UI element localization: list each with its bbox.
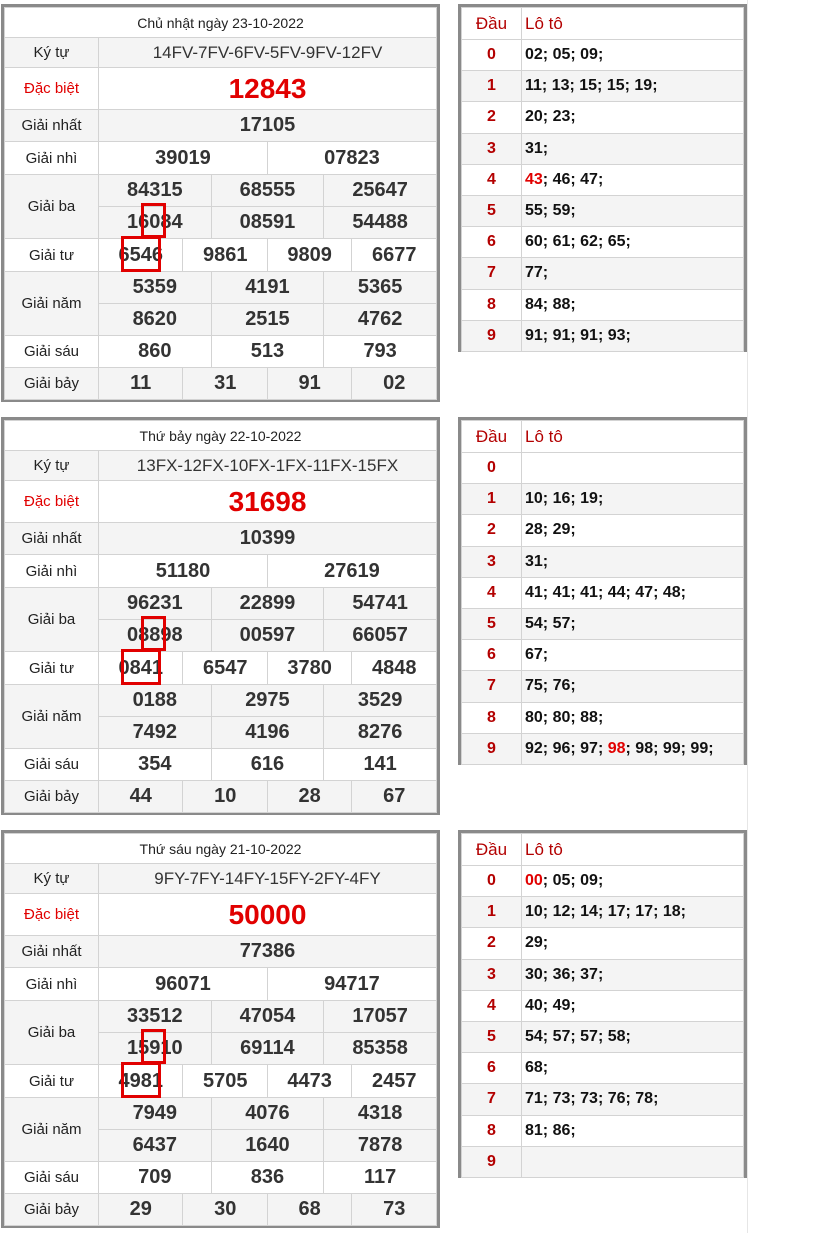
label-giai-nhi: Giải nhì xyxy=(5,142,99,175)
label-giai-ba: Giải ba xyxy=(5,175,99,239)
loto-row xyxy=(462,1146,744,1177)
sixth-prize-number: 860 xyxy=(99,336,212,368)
label-giai-nam: Giải năm xyxy=(5,1098,99,1162)
fifth-prize-number: 7492 xyxy=(99,717,212,749)
third-prize-number: 47054 xyxy=(211,1001,324,1033)
loto-row xyxy=(462,897,744,928)
loto-row xyxy=(462,484,744,515)
seventh-prize-number: 68 xyxy=(267,1194,351,1226)
loto-row xyxy=(462,671,744,702)
label-giai-sau: Giải sáu xyxy=(5,749,99,781)
dau-digit: 2 xyxy=(462,928,522,959)
label-giai-bay: Giải bảy xyxy=(5,1194,99,1226)
loto-row xyxy=(462,320,744,351)
loto-row xyxy=(462,990,744,1021)
dau-digit: 8 xyxy=(462,289,522,320)
dau-digit: 5 xyxy=(462,1021,522,1052)
seventh-prize-number: 11 xyxy=(99,368,183,400)
fourth-prize-number: 9809 xyxy=(267,239,351,272)
dau-digit: 2 xyxy=(462,515,522,546)
loto-numbers xyxy=(522,702,744,733)
loto-numbers xyxy=(522,227,744,258)
label-giai-nhi: Giải nhì xyxy=(5,968,99,1001)
seventh-prize-number: 29 xyxy=(99,1194,183,1226)
loto-row xyxy=(462,959,744,990)
dau-digit: 3 xyxy=(462,959,522,990)
third-prize-number: 22899 xyxy=(211,588,324,620)
loto-numbers xyxy=(522,102,744,133)
dau-digit: 5 xyxy=(462,195,522,226)
dau-digit: 0 xyxy=(462,453,522,484)
loto-row xyxy=(462,1053,744,1084)
third-prize-number: 85358 xyxy=(324,1033,437,1065)
fourth-prize-number: 6546 xyxy=(99,239,183,272)
fourth-prize-number: 6547 xyxy=(183,652,267,685)
loto-row xyxy=(462,102,744,133)
seventh-prize-number: 73 xyxy=(352,1194,437,1226)
fourth-prize-number: 0841 xyxy=(99,652,183,685)
loto-numbers xyxy=(522,897,744,928)
dau-digit: 4 xyxy=(462,577,522,608)
dau-digit: 6 xyxy=(462,640,522,671)
dau-digit: 1 xyxy=(462,71,522,102)
fifth-prize-number: 0188 xyxy=(99,685,212,717)
fifth-prize-number: 4762 xyxy=(324,304,437,336)
fourth-prize-number: 6677 xyxy=(352,239,437,272)
label-giai-tu: Giải tư xyxy=(5,239,99,272)
fourth-prize-number: 5705 xyxy=(183,1065,267,1098)
ky-tu-value: 14FV-7FV-6FV-5FV-9FV-12FV xyxy=(99,38,437,68)
loto-numbers xyxy=(522,546,744,577)
result-table xyxy=(1,4,440,402)
fourth-prize-number: 9861 xyxy=(183,239,267,272)
dau-digit: 4 xyxy=(462,990,522,1021)
seventh-prize-number: 31 xyxy=(183,368,267,400)
loto-number-text: 77; xyxy=(525,264,549,282)
loto-number-text: 31; xyxy=(525,552,549,570)
fourth-prize-number: 2457 xyxy=(352,1065,437,1098)
first-prize-number: 17105 xyxy=(99,110,437,142)
loto-number-text: 67; xyxy=(525,646,549,664)
loto-number-text: 02; 05; 09; xyxy=(525,46,604,64)
highlight-box xyxy=(121,649,161,685)
loto-numbers xyxy=(522,928,744,959)
fourth-prize-number: 4473 xyxy=(267,1065,351,1098)
loto-row xyxy=(462,164,744,195)
second-prize-number: 07823 xyxy=(267,142,436,175)
loto-number-text: 28; 29; xyxy=(525,521,576,539)
special-prize-number: 50000 xyxy=(99,894,437,936)
loto-row xyxy=(462,1084,744,1115)
fifth-prize-number: 5359 xyxy=(99,272,212,304)
loto-number-text: ; 05; 09; xyxy=(542,872,604,890)
dau-digit: 7 xyxy=(462,1084,522,1115)
third-prize-number: 15910 xyxy=(99,1033,212,1065)
loto-number-text: ; 98; 99; 99; xyxy=(625,739,714,757)
seventh-prize-number: 28 xyxy=(267,781,351,813)
loto-number-text: 55; 59; xyxy=(525,202,576,220)
second-prize-number: 51180 xyxy=(99,555,268,588)
third-prize-number: 33512 xyxy=(99,1001,212,1033)
highlight-box xyxy=(121,1062,161,1098)
loto-number-text: 68; xyxy=(525,1059,549,1077)
loto-row xyxy=(462,40,744,71)
loto-numbers xyxy=(522,608,744,639)
sixth-prize-number: 793 xyxy=(324,336,437,368)
loto-number-text: 60; 61; 62; 65; xyxy=(525,233,631,251)
highlight-box xyxy=(121,236,161,272)
loto-numbers xyxy=(522,515,744,546)
dau-digit: 2 xyxy=(462,102,522,133)
loto-row xyxy=(462,258,744,289)
loto-numbers xyxy=(522,289,744,320)
loto-number-text: 40; 49; xyxy=(525,996,576,1014)
loto-row xyxy=(462,515,744,546)
dau-digit: 1 xyxy=(462,897,522,928)
third-prize-number: 17057 xyxy=(324,1001,437,1033)
third-prize-number: 54488 xyxy=(324,207,437,239)
draw-date: Thứ sáu ngày 21-10-2022 xyxy=(5,834,437,864)
loto-number-text: 71; 73; 73; 76; 78; xyxy=(525,1090,659,1108)
seventh-prize-number: 10 xyxy=(183,781,267,813)
loto-row xyxy=(462,1021,744,1052)
loto-numbers xyxy=(522,1146,744,1177)
dau-header: Đầu xyxy=(462,8,522,40)
loto-number-text: 10; 16; 19; xyxy=(525,490,604,508)
label-ky-tu: Ký tự xyxy=(5,38,99,68)
special-prize-number: 31698 xyxy=(99,481,437,523)
loto-special-number: 43 xyxy=(525,170,543,188)
fifth-prize-number: 5365 xyxy=(324,272,437,304)
seventh-prize-number: 02 xyxy=(352,368,437,400)
label-dac-biet: Đặc biệt xyxy=(5,481,99,523)
loto-numbers xyxy=(522,1084,744,1115)
loto-number-text: 10; 12; 14; 17; 17; 18; xyxy=(525,903,686,921)
loto-numbers xyxy=(522,133,744,164)
label-giai-sau: Giải sáu xyxy=(5,336,99,368)
sixth-prize-number: 709 xyxy=(99,1162,212,1194)
fifth-prize-number: 4196 xyxy=(211,717,324,749)
loto-special-number: 98 xyxy=(607,739,626,757)
dau-digit: 3 xyxy=(462,546,522,577)
loto-number-text: 30; 36; 37; xyxy=(525,965,604,983)
loto-numbers xyxy=(522,164,744,195)
label-giai-bay: Giải bảy xyxy=(5,781,99,813)
dau-digit: 7 xyxy=(462,671,522,702)
dau-digit: 4 xyxy=(462,164,522,195)
label-giai-nam: Giải năm xyxy=(5,272,99,336)
loto-row xyxy=(462,577,744,608)
loto-numbers xyxy=(522,40,744,71)
loto-row xyxy=(462,133,744,164)
dau-digit: 6 xyxy=(462,227,522,258)
second-prize-number: 94717 xyxy=(267,968,436,1001)
result-table xyxy=(1,830,440,1228)
loto-row xyxy=(462,702,744,733)
loto-numbers xyxy=(522,195,744,226)
loto-number-text: 54; 57; 57; 58; xyxy=(525,1028,631,1046)
loto-number-text: 84; 88; xyxy=(525,295,576,313)
label-giai-nhat: Giải nhất xyxy=(5,936,99,968)
loto-row xyxy=(462,195,744,226)
dau-digit: 9 xyxy=(462,733,522,764)
loto-number-text: 75; 76; xyxy=(525,677,576,695)
loto-number-text: 31; xyxy=(525,139,549,157)
label-ky-tu: Ký tự xyxy=(5,451,99,481)
loto-header: Lô tô xyxy=(522,8,744,40)
loto-numbers xyxy=(522,577,744,608)
loto-row xyxy=(462,453,744,484)
result-table xyxy=(1,417,440,815)
fifth-prize-number: 2515 xyxy=(211,304,324,336)
sixth-prize-number: 616 xyxy=(211,749,324,781)
label-dac-biet: Đặc biệt xyxy=(5,894,99,936)
highlight-box xyxy=(141,616,166,651)
loto-number-text: 54; 57; xyxy=(525,615,576,633)
highlight-box xyxy=(141,1029,166,1064)
loto-row xyxy=(462,289,744,320)
dau-digit: 6 xyxy=(462,1053,522,1084)
fifth-prize-number: 8276 xyxy=(324,717,437,749)
loto-number-text: 81; 86; xyxy=(525,1121,576,1139)
label-giai-ba: Giải ba xyxy=(5,1001,99,1065)
dau-digit: 8 xyxy=(462,1115,522,1146)
seventh-prize-number: 44 xyxy=(99,781,183,813)
loto-numbers xyxy=(522,671,744,702)
label-giai-tu: Giải tư xyxy=(5,652,99,685)
second-prize-number: 27619 xyxy=(267,555,436,588)
loto-numbers xyxy=(522,320,744,351)
sixth-prize-number: 836 xyxy=(211,1162,324,1194)
label-giai-bay: Giải bảy xyxy=(5,368,99,400)
fourth-prize-number: 3780 xyxy=(267,652,351,685)
loto-header: Lô tô xyxy=(522,421,744,453)
fifth-prize-number: 3529 xyxy=(324,685,437,717)
loto-numbers xyxy=(522,1115,744,1146)
loto-row xyxy=(462,928,744,959)
fourth-prize-number: 4848 xyxy=(352,652,437,685)
third-prize-number: 96231 xyxy=(99,588,212,620)
third-prize-number: 25647 xyxy=(324,175,437,207)
loto-numbers xyxy=(522,453,744,484)
seventh-prize-number: 91 xyxy=(267,368,351,400)
loto-row xyxy=(462,733,744,764)
dau-digit: 9 xyxy=(462,1146,522,1177)
second-prize-number: 96071 xyxy=(99,968,268,1001)
third-prize-number: 69114 xyxy=(211,1033,324,1065)
dau-digit: 3 xyxy=(462,133,522,164)
loto-numbers xyxy=(522,733,744,764)
third-prize-number: 00597 xyxy=(211,620,324,652)
fifth-prize-number: 7949 xyxy=(99,1098,212,1130)
loto-number-text: 29; xyxy=(525,934,549,952)
seventh-prize-number: 67 xyxy=(352,781,437,813)
fifth-prize-number: 4318 xyxy=(324,1098,437,1130)
ky-tu-value: 9FY-7FY-14FY-15FY-2FY-4FY xyxy=(99,864,437,894)
sixth-prize-number: 141 xyxy=(324,749,437,781)
fifth-prize-number: 8620 xyxy=(99,304,212,336)
loto-number-text: 92; 96; 97; xyxy=(525,739,608,757)
third-prize-number: 16084 xyxy=(99,207,212,239)
first-prize-number: 77386 xyxy=(99,936,437,968)
third-prize-number: 54741 xyxy=(324,588,437,620)
label-giai-tu: Giải tư xyxy=(5,1065,99,1098)
dau-digit: 5 xyxy=(462,608,522,639)
label-giai-ba: Giải ba xyxy=(5,588,99,652)
dau-digit: 8 xyxy=(462,702,522,733)
loto-row xyxy=(462,227,744,258)
label-giai-nam: Giải năm xyxy=(5,685,99,749)
highlight-box xyxy=(141,203,166,238)
special-prize-number: 12843 xyxy=(99,68,437,110)
loto-row xyxy=(462,71,744,102)
loto-row xyxy=(462,866,744,897)
label-giai-sau: Giải sáu xyxy=(5,1162,99,1194)
first-prize-number: 10399 xyxy=(99,523,437,555)
label-giai-nhat: Giải nhất xyxy=(5,523,99,555)
loto-number-text: 11; 13; 15; 15; 19; xyxy=(525,77,658,95)
dau-digit: 1 xyxy=(462,484,522,515)
sixth-prize-number: 354 xyxy=(99,749,212,781)
loto-table xyxy=(458,830,747,1178)
dau-digit: 0 xyxy=(462,40,522,71)
fifth-prize-number: 4191 xyxy=(211,272,324,304)
loto-numbers xyxy=(522,866,744,897)
third-prize-number: 68555 xyxy=(211,175,324,207)
label-giai-nhat: Giải nhất xyxy=(5,110,99,142)
fifth-prize-number: 2975 xyxy=(211,685,324,717)
loto-header: Lô tô xyxy=(522,834,744,866)
fifth-prize-number: 6437 xyxy=(99,1130,212,1162)
third-prize-number: 84315 xyxy=(99,175,212,207)
dau-digit: 7 xyxy=(462,258,522,289)
loto-numbers xyxy=(522,990,744,1021)
loto-numbers xyxy=(522,640,744,671)
draw-date: Chủ nhật ngày 23-10-2022 xyxy=(5,8,437,38)
seventh-prize-number: 30 xyxy=(183,1194,267,1226)
dau-digit: 9 xyxy=(462,320,522,351)
label-dac-biet: Đặc biệt xyxy=(5,68,99,110)
third-prize-number: 08591 xyxy=(211,207,324,239)
loto-row xyxy=(462,640,744,671)
loto-numbers xyxy=(522,1053,744,1084)
loto-number-text: 41; 41; 41; 44; 47; 48; xyxy=(525,583,686,601)
ky-tu-value: 13FX-12FX-10FX-1FX-11FX-15FX xyxy=(99,451,437,481)
fifth-prize-number: 1640 xyxy=(211,1130,324,1162)
loto-numbers xyxy=(522,959,744,990)
dau-digit: 0 xyxy=(462,866,522,897)
loto-numbers xyxy=(522,258,744,289)
loto-row xyxy=(462,608,744,639)
loto-number-text: 80; 80; 88; xyxy=(525,708,604,726)
label-giai-nhi: Giải nhì xyxy=(5,555,99,588)
third-prize-number: 66057 xyxy=(324,620,437,652)
dau-header: Đầu xyxy=(462,834,522,866)
loto-numbers xyxy=(522,484,744,515)
fourth-prize-number: 4981 xyxy=(99,1065,183,1098)
draw-date: Thứ bảy ngày 22-10-2022 xyxy=(5,421,437,451)
loto-number-text: 91; 91; 91; 93; xyxy=(525,326,631,344)
loto-row xyxy=(462,546,744,577)
page-divider-line xyxy=(747,0,748,1233)
sixth-prize-number: 513 xyxy=(211,336,324,368)
third-prize-number: 08898 xyxy=(99,620,212,652)
fifth-prize-number: 4076 xyxy=(211,1098,324,1130)
loto-table xyxy=(458,417,747,765)
second-prize-number: 39019 xyxy=(99,142,268,175)
loto-table xyxy=(458,4,747,352)
loto-special-number: 00 xyxy=(525,872,543,890)
fifth-prize-number: 7878 xyxy=(324,1130,437,1162)
loto-number-text: ; 46; 47; xyxy=(542,170,604,188)
loto-numbers xyxy=(522,1021,744,1052)
dau-header: Đầu xyxy=(462,421,522,453)
sixth-prize-number: 117 xyxy=(324,1162,437,1194)
label-ky-tu: Ký tự xyxy=(5,864,99,894)
loto-numbers xyxy=(522,71,744,102)
loto-number-text: 20; 23; xyxy=(525,108,576,126)
loto-row xyxy=(462,1115,744,1146)
